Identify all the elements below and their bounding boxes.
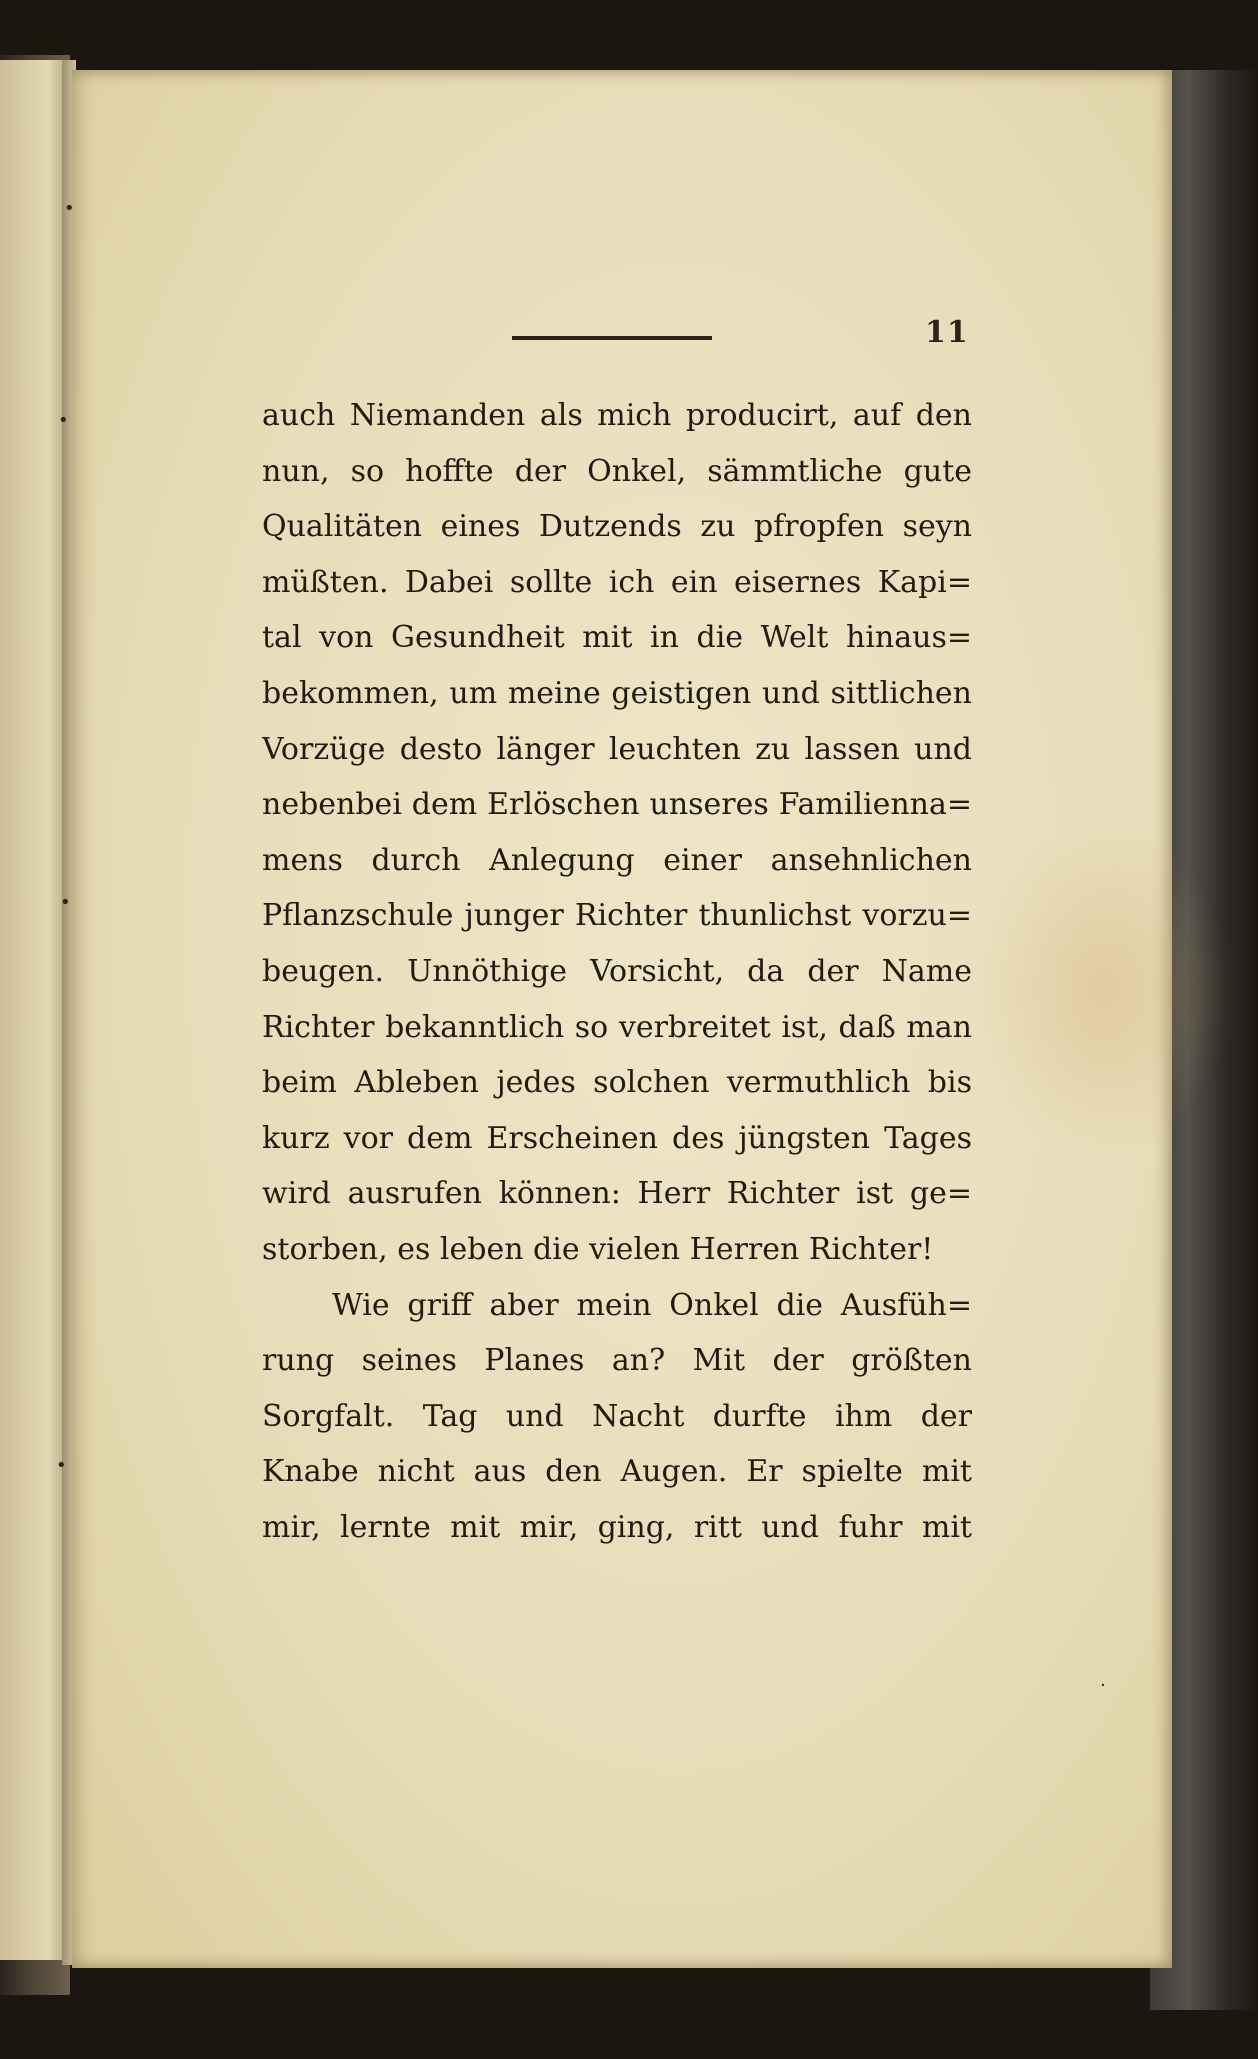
text-line: storben, es leben die vielen Herren Richter!: [262, 1231, 934, 1267]
left-page-edge: [0, 60, 68, 1960]
text-line: mens durch Anlegung einer ansehnlichen: [262, 842, 972, 878]
page-number: 11: [925, 315, 969, 350]
text-line: kurz vor dem Erscheinen des jüngsten Tages: [262, 1120, 972, 1156]
text-line: Wie griff aber mein Onkel die Ausfüh=: [332, 1287, 972, 1323]
margin-speck: •: [64, 198, 75, 219]
text-line: bekommen, um meine geistigen und sittlichen: [262, 675, 972, 711]
text-line: Sorgfalt. Tag und Nacht durfte ihm der: [262, 1398, 972, 1434]
text-line: Richter bekanntlich so verbreitet ist, daß man: [262, 1009, 972, 1045]
text-line: rung seines Planes an? Mit der größten: [262, 1343, 972, 1379]
margin-speck: ·: [1100, 1675, 1106, 1696]
text-line: müßten. Dabei sollte ich ein eisernes Kapi=: [262, 564, 972, 600]
text-line: Knabe nicht aus den Augen. Er spielte mit: [262, 1454, 972, 1490]
text-line: Pflanzschule junger Richter thunlichst vorzu=: [262, 898, 972, 934]
margin-speck: •: [60, 892, 71, 913]
text-line: mir, lernte mit mir, ging, ritt und fuhr mit: [262, 1509, 972, 1545]
body-text: [262, 388, 972, 1555]
paper-stain: [972, 820, 1232, 1160]
text-line: tal von Gesundheit mit in die Welt hinaus=: [262, 620, 972, 656]
text-line: nun, so hoffte der Onkel, sämmtliche gute: [262, 453, 972, 489]
margin-speck: •: [56, 1455, 67, 1476]
text-line: Vorzüge desto länger leuchten zu lassen und: [262, 731, 972, 767]
text-line: auch Niemanden als mich producirt, auf den: [262, 398, 972, 433]
text-line: nebenbei dem Erlöschen unseres Familienna=: [262, 787, 972, 823]
text-line: wird ausrufen können: Herr Richter ist ge=: [262, 1176, 972, 1212]
margin-speck: •: [58, 410, 69, 431]
text-line: beim Ableben jedes solchen vermuthlich bis: [262, 1065, 972, 1101]
text-line: Qualitäten eines Dutzends zu pfropfen seyn: [262, 509, 972, 545]
text-line: beugen. Unnöthige Vorsicht, da der Name: [262, 953, 972, 989]
header-rule: [512, 336, 712, 340]
